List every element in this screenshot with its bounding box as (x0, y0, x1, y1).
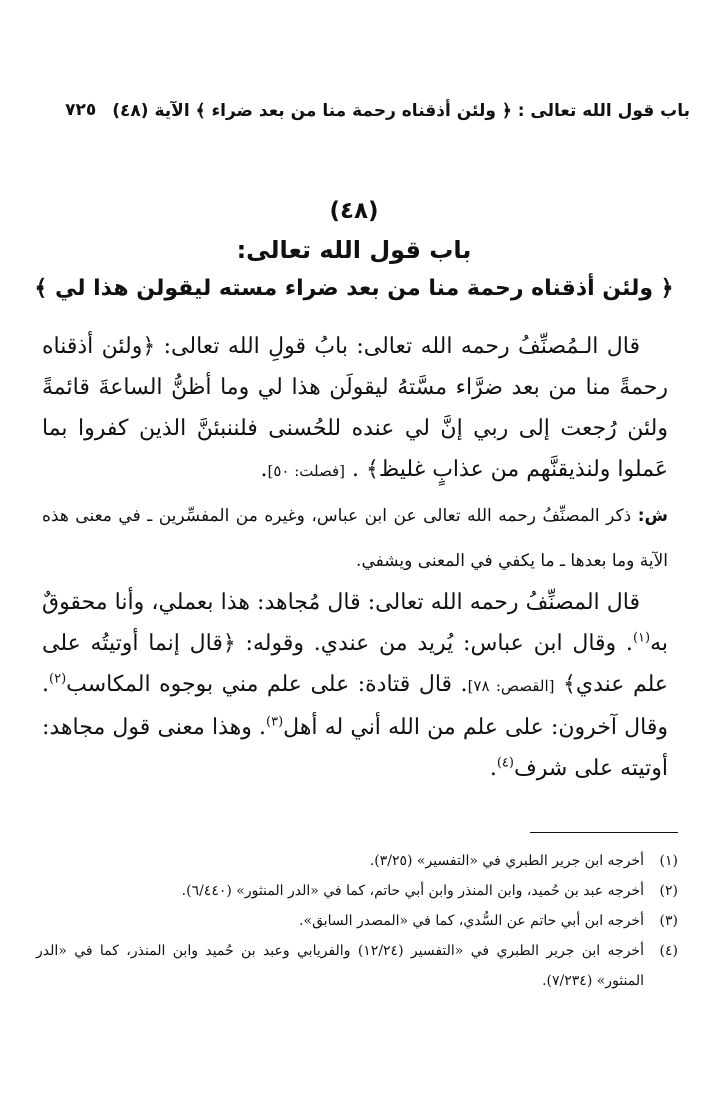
paragraph-commentary (42, 494, 668, 584)
chapter-verse: ﴿ ولئن أذقناه رحمة منا من بعد ضراء مسته ليقولن هذا لي ﴾ (34, 276, 674, 301)
explanation-part: . قال قتادة: على علم مني بوجوه المكاسب (66, 672, 468, 697)
explanation-part: قال المصنِّفُ رحمه الله تعالى: قال مُجاهد: هذا بعملي، وأنا محقوقٌ به (42, 590, 668, 656)
footnote-ref: (٣) (266, 714, 284, 730)
footnote-number: (٢) (659, 883, 678, 899)
footnote-ref: (٢) (49, 671, 67, 687)
footnote-text: أخرجه عبد بن حُميد، وابن المنذر وابن أبي حاتم، كما في «الدر المنثور» (٦/٤٤٠). (181, 883, 644, 899)
footnotes (36, 846, 678, 996)
paragraph-text: قال الـمُصنِّفُ رحمه الله تعالى: بابُ قولِ الله تعالى: ﴿ولئن أذقناه رحمةً منا من بعد ضرَّاء مسَّتهُ ليقولَن هذا لي وما أظنُّ الساعةَ قائمةً ولئن رُجعت إلى ربي إنَّ لي عنده للحُسنى فلننبئنَّ الذين كفروا بما عَملوا ولنذيقنَّهم من عذابٍ غليظ﴾ . (42, 334, 668, 482)
explanation-part: . وقال ابن عباس: يُريد من عندي. وقوله: ﴿قال إنما أوتيتُه على علم عندي﴾ (42, 631, 668, 697)
footnote-ref: (٤) (496, 755, 514, 771)
paragraph-end: . (260, 457, 268, 482)
chapter-number: (٤٨) (329, 198, 379, 224)
footnote-number: (٣) (659, 913, 678, 929)
paragraph-quote (42, 326, 668, 492)
explanation-part: . وقال آخرون: على علم من الله أني له أهل (42, 672, 668, 740)
footnote-ref: (١) (632, 630, 651, 646)
page-number: ٧٢٥ (65, 100, 97, 120)
chapter-title: باب قول الله تعالى: (236, 236, 472, 264)
footnote-number: (١) (659, 853, 678, 869)
commentary-text: ذكر المصنِّفُ رحمه الله تعالى عن ابن عباس، وغيره من المفسِّرين ـ في معنى هذه الآية وما بعدها ـ ما يكفي في المعنى ويشفي. (42, 506, 668, 571)
explanation-part: . (489, 756, 497, 781)
commentary-marker: ش: (637, 506, 668, 526)
footnote (36, 846, 678, 876)
footnote-separator (530, 832, 678, 833)
footnote-text: أخرجه ابن أبي حاتم عن السُّدي، كما في «المصدر السابق». (299, 913, 644, 929)
footnote-text: أخرجه ابن جرير الطبري في «التفسير (١٢/٢٤) والفريابي وعبد بن حُميد وابن المنذر، كما في «الدر المنثور» (٧/٢٣٤). (36, 943, 644, 989)
verse-citation: [القصص: ٧٨] (467, 677, 555, 695)
footnote (36, 936, 678, 996)
footnote (36, 876, 678, 906)
footnote-number: (٤) (659, 943, 678, 959)
footnote-text: أخرجه ابن جرير الطبري في «التفسير» (٣/٢٥). (369, 853, 644, 869)
footnote (36, 906, 678, 936)
running-header-title: باب قول الله تعالى : ﴿ ولئن أذقناه رحمة منا من بعد ضراء ﴾ الآية (٤٨) (112, 100, 690, 121)
verse-citation: [فصلت: ٥٠] (267, 462, 346, 480)
paragraph-explanation (42, 582, 668, 789)
running-header (60, 92, 690, 128)
explanation-part: . وهذا معنى قول مجاهد: أوتيته على شرف (42, 715, 668, 781)
